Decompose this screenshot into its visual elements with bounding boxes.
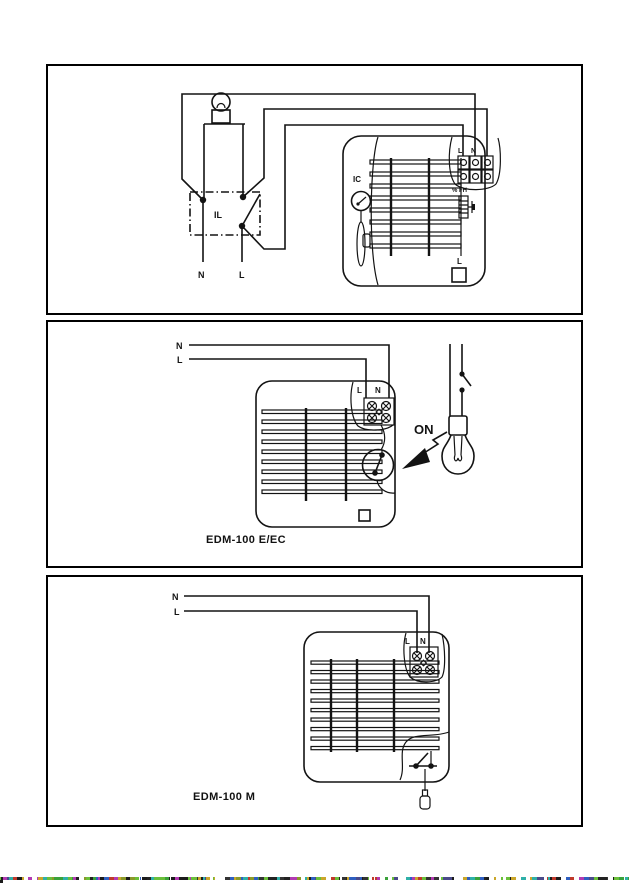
timer-knob-icon xyxy=(352,192,371,211)
cord-weight-icon xyxy=(420,790,430,809)
neutral-label: N xyxy=(198,270,205,280)
live-label: L xyxy=(239,270,245,280)
wiring-diagram-panel-1 xyxy=(46,64,583,315)
fan-switch xyxy=(363,425,396,493)
fan-unit xyxy=(304,632,449,809)
pendant-lamp-circuit xyxy=(442,344,474,474)
fan-unit xyxy=(343,136,500,286)
diagram-caption: EDM-100 M xyxy=(193,791,256,803)
neutral-label: N xyxy=(176,341,183,351)
live-label: L xyxy=(174,607,180,617)
pilot-light-icon xyxy=(452,257,466,282)
wiring-diagram-panel-2 xyxy=(46,320,583,568)
interlock-switch-box xyxy=(190,192,260,235)
terminal-n-label: N xyxy=(420,637,426,646)
timer-label: IC xyxy=(353,175,361,184)
switch-box-label: IL xyxy=(214,210,222,220)
diagram-caption: EDM-100 E/EC xyxy=(206,534,286,546)
pull-cord-switch xyxy=(400,732,449,809)
lamp-icon xyxy=(204,93,245,124)
lamp-holder xyxy=(449,416,467,435)
lamp-switch-lever xyxy=(462,374,471,386)
pilot-label: L xyxy=(457,257,462,266)
terminal-l-label: L xyxy=(405,637,410,646)
terminal-l-label: L xyxy=(357,386,362,395)
neutral-wire xyxy=(184,596,429,653)
interlock-timer-diagram xyxy=(48,66,581,313)
humidistat-label: % FH xyxy=(452,188,467,194)
terminal-block xyxy=(351,382,394,430)
terminal-l-label: L xyxy=(458,148,463,155)
on-arrow-icon xyxy=(402,432,447,469)
humidistat-icon xyxy=(452,188,475,218)
terminal-n-label: N xyxy=(375,386,381,395)
live-label: L xyxy=(177,355,183,365)
neutral-label: N xyxy=(172,592,179,602)
scan-noise-strip xyxy=(0,877,630,880)
bulb-icon xyxy=(442,435,474,474)
pull-cord-icon xyxy=(357,211,370,266)
fan-unit xyxy=(256,381,395,527)
on-label: ON xyxy=(414,422,434,437)
edm-100-e-ec-diagram xyxy=(48,322,581,566)
edm-100-m-diagram xyxy=(48,577,581,825)
wiring-diagram-panel-3 xyxy=(46,575,583,827)
terminal-block xyxy=(404,633,445,682)
live-wire xyxy=(189,359,366,398)
fan-bezel-line xyxy=(371,137,378,285)
fan-grille xyxy=(370,158,461,256)
pilot-light-icon xyxy=(359,510,370,521)
terminal-n-label: N xyxy=(471,148,477,155)
